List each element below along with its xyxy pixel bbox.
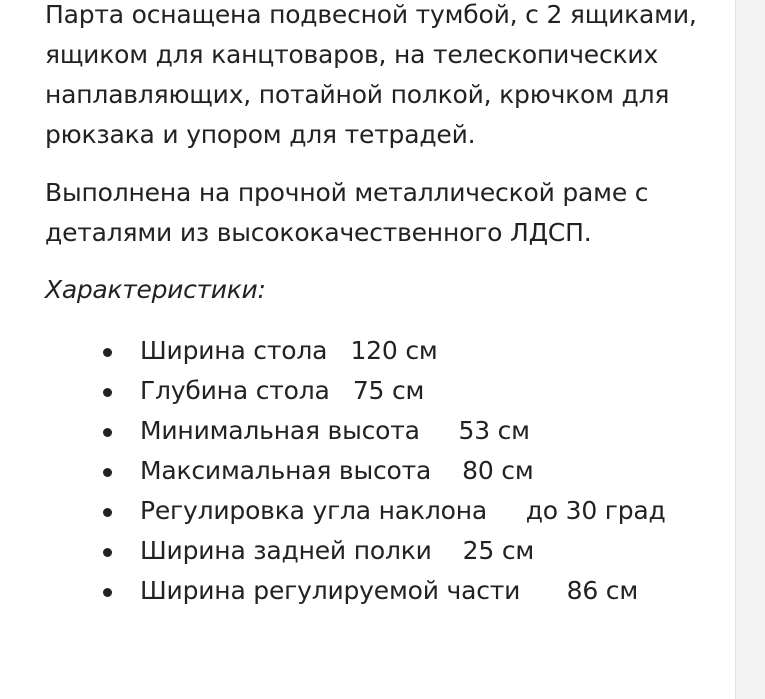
- specs-list: [45, 331, 725, 611]
- bullet-icon: [103, 468, 112, 477]
- bullet-icon: [103, 588, 112, 597]
- bullet-icon: [103, 548, 112, 557]
- spec-item-back-shelf: [45, 531, 725, 571]
- spec-item-text: Минимальная высота 53 см: [140, 416, 530, 445]
- spec-item-text: Максимальная высота 80 см: [140, 456, 534, 485]
- bullet-icon: [103, 388, 112, 397]
- spec-item-text: Глубина стола 75 см: [140, 376, 425, 405]
- spec-item-width: [45, 331, 725, 371]
- spec-item-text: Ширина регулируемой части 86 см: [140, 576, 639, 605]
- spec-item-min-height: [45, 411, 725, 451]
- specs-heading: Характеристики:: [45, 275, 266, 304]
- spec-item-max-height: [45, 451, 725, 491]
- description-content: [45, 0, 725, 611]
- bullet-icon: [103, 508, 112, 517]
- spec-item-adjustable-part: [45, 571, 725, 611]
- bullet-icon: [103, 348, 112, 357]
- bullet-icon: [103, 428, 112, 437]
- spec-item-text: Регулировка угла наклона до 30 град: [140, 496, 666, 525]
- spec-item-depth: [45, 371, 725, 411]
- description-paragraph-features: Парта оснащена подвесной тумбой, с 2 ящиками, ящиком для канцтоваров, на телескопических наплавляющих, потайной полкой, крючком для рюкзака и упором для тетрадей.: [45, 0, 697, 149]
- description-paragraph-frame: Выполнена на прочной металлической раме с деталями из высококачественного ЛДСП.: [45, 178, 649, 247]
- spec-item-tilt: [45, 491, 725, 531]
- spec-item-text: Ширина задней полки 25 см: [140, 536, 535, 565]
- spec-item-text: Ширина стола 120 см: [140, 336, 438, 365]
